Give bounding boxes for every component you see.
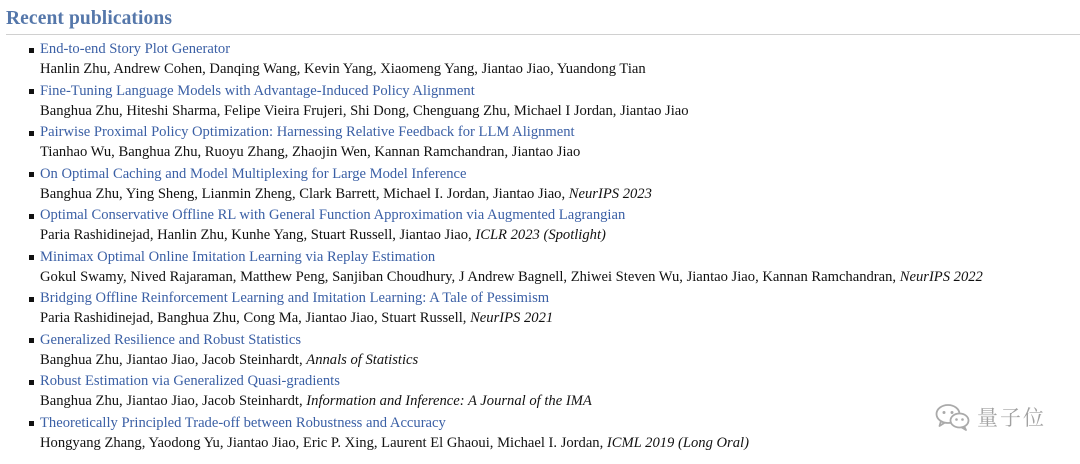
bullet-icon	[29, 380, 34, 385]
authors-text: Banghua Zhu, Jiantao Jiao, Jacob Steinhardt,	[40, 351, 303, 368]
watermark-text: 量子位	[977, 406, 1046, 430]
authors-text: Paria Rashidinejad, Banghua Zhu, Cong Ma, Jiantao Jiao, Stuart Russell,	[40, 310, 467, 326]
publication-title-link[interactable]: Generalized Resilience and Robust Statistics	[40, 331, 301, 348]
publication-venue: Annals of Statistics	[306, 351, 419, 368]
publication-item	[0, 206, 1080, 248]
publication-venue: NeurIPS 2021	[470, 310, 554, 326]
authors-text: Tianhao Wu, Banghua Zhu, Ruoyu Zhang, Zhaojin Wen, Kannan Ramchandran, Jiantao Jiao	[40, 144, 581, 160]
bullet-icon	[29, 89, 34, 94]
publication-item	[0, 248, 1080, 290]
publication-authors	[40, 101, 1080, 121]
heading-divider	[6, 34, 1080, 35]
watermark	[935, 402, 1046, 432]
publication-item	[0, 82, 1080, 124]
bullet-icon	[29, 297, 34, 302]
publication-authors	[40, 184, 1080, 204]
publication-item	[0, 123, 1080, 165]
publication-title-link[interactable]: Pairwise Proximal Policy Optimization: Harnessing Relative Feedback for LLM Alignment	[40, 124, 575, 140]
publication-title-link[interactable]: End-to-end Story Plot Generator	[40, 41, 231, 57]
bullet-icon	[29, 172, 34, 177]
publication-authors	[40, 433, 1080, 453]
publication-title-link[interactable]: Robust Estimation via Generalized Quasi-gradients	[40, 373, 340, 389]
publication-authors	[40, 59, 1080, 79]
publication-authors	[40, 350, 1080, 370]
publication-item	[0, 331, 1080, 373]
section-heading: Recent publications	[6, 8, 173, 29]
publication-authors	[40, 225, 1080, 245]
authors-text: Paria Rashidinejad, Hanlin Zhu, Kunhe Yang, Stuart Russell, Jiantao Jiao,	[40, 227, 472, 243]
publication-venue: ICLR 2023 (Spotlight)	[475, 227, 606, 243]
publication-title-link[interactable]: Fine-Tuning Language Models with Advantage-Induced Policy Alignment	[40, 82, 475, 99]
publication-authors	[40, 267, 1080, 287]
bullet-icon	[29, 255, 34, 260]
bullet-icon	[29, 421, 34, 426]
publication-authors	[40, 308, 1080, 328]
publication-title-link[interactable]: Theoretically Principled Trade-off between Robustness and Accuracy	[40, 414, 446, 431]
authors-text: Banghua Zhu, Jiantao Jiao, Jacob Steinhardt,	[40, 393, 303, 409]
authors-text: Banghua Zhu, Ying Sheng, Lianmin Zheng, Clark Barrett, Michael I. Jordan, Jiantao Jiao,	[40, 185, 566, 202]
authors-text: Gokul Swamy, Nived Rajaraman, Matthew Peng, Sanjiban Choudhury, J Andrew Bagnell, Zhiwei Steven Wu, Jiantao Jiao, Kannan Ramchandran,	[40, 268, 897, 285]
publication-title-link[interactable]: Bridging Offline Reinforcement Learning and Imitation Learning: A Tale of Pessimism	[40, 290, 550, 306]
publication-item	[0, 372, 1080, 414]
publication-item	[0, 289, 1080, 331]
publication-item	[0, 40, 1080, 82]
publication-list	[0, 40, 1080, 455]
bullet-icon	[29, 338, 34, 343]
publication-title-link[interactable]: Optimal Conservative Offline RL with General Function Approximation via Augmented Lagrangian	[40, 207, 626, 223]
publication-title-link[interactable]: On Optimal Caching and Model Multiplexing for Large Model Inference	[40, 165, 467, 182]
wechat-icon	[935, 403, 971, 431]
publication-venue: Information and Inference: A Journal of the IMA	[306, 393, 592, 409]
bullet-icon	[29, 214, 34, 219]
publication-authors	[40, 391, 1080, 411]
publication-title-link[interactable]: Minimax Optimal Online Imitation Learning via Replay Estimation	[40, 248, 436, 265]
authors-text: Banghua Zhu, Hiteshi Sharma, Felipe Vieira Frujeri, Shi Dong, Chenguang Zhu, Michael I Jordan, Jiantao Jiao	[40, 102, 689, 119]
publication-venue: NeurIPS 2023	[568, 185, 652, 202]
authors-text: Hongyang Zhang, Yaodong Yu, Jiantao Jiao, Eric P. Xing, Laurent El Ghaoui, Michael I. Jordan,	[40, 434, 604, 451]
bullet-icon	[29, 131, 34, 136]
publication-venue: ICML 2019 (Long Oral)	[606, 434, 749, 451]
authors-text: Hanlin Zhu, Andrew Cohen, Danqing Wang, Kevin Yang, Xiaomeng Yang, Jiantao Jiao, Yuandong Tian	[40, 61, 646, 77]
publication-authors	[40, 142, 1080, 162]
publication-venue: NeurIPS 2022	[899, 268, 983, 285]
bullet-icon	[29, 48, 34, 53]
publication-item	[0, 414, 1080, 456]
publication-item	[0, 165, 1080, 207]
